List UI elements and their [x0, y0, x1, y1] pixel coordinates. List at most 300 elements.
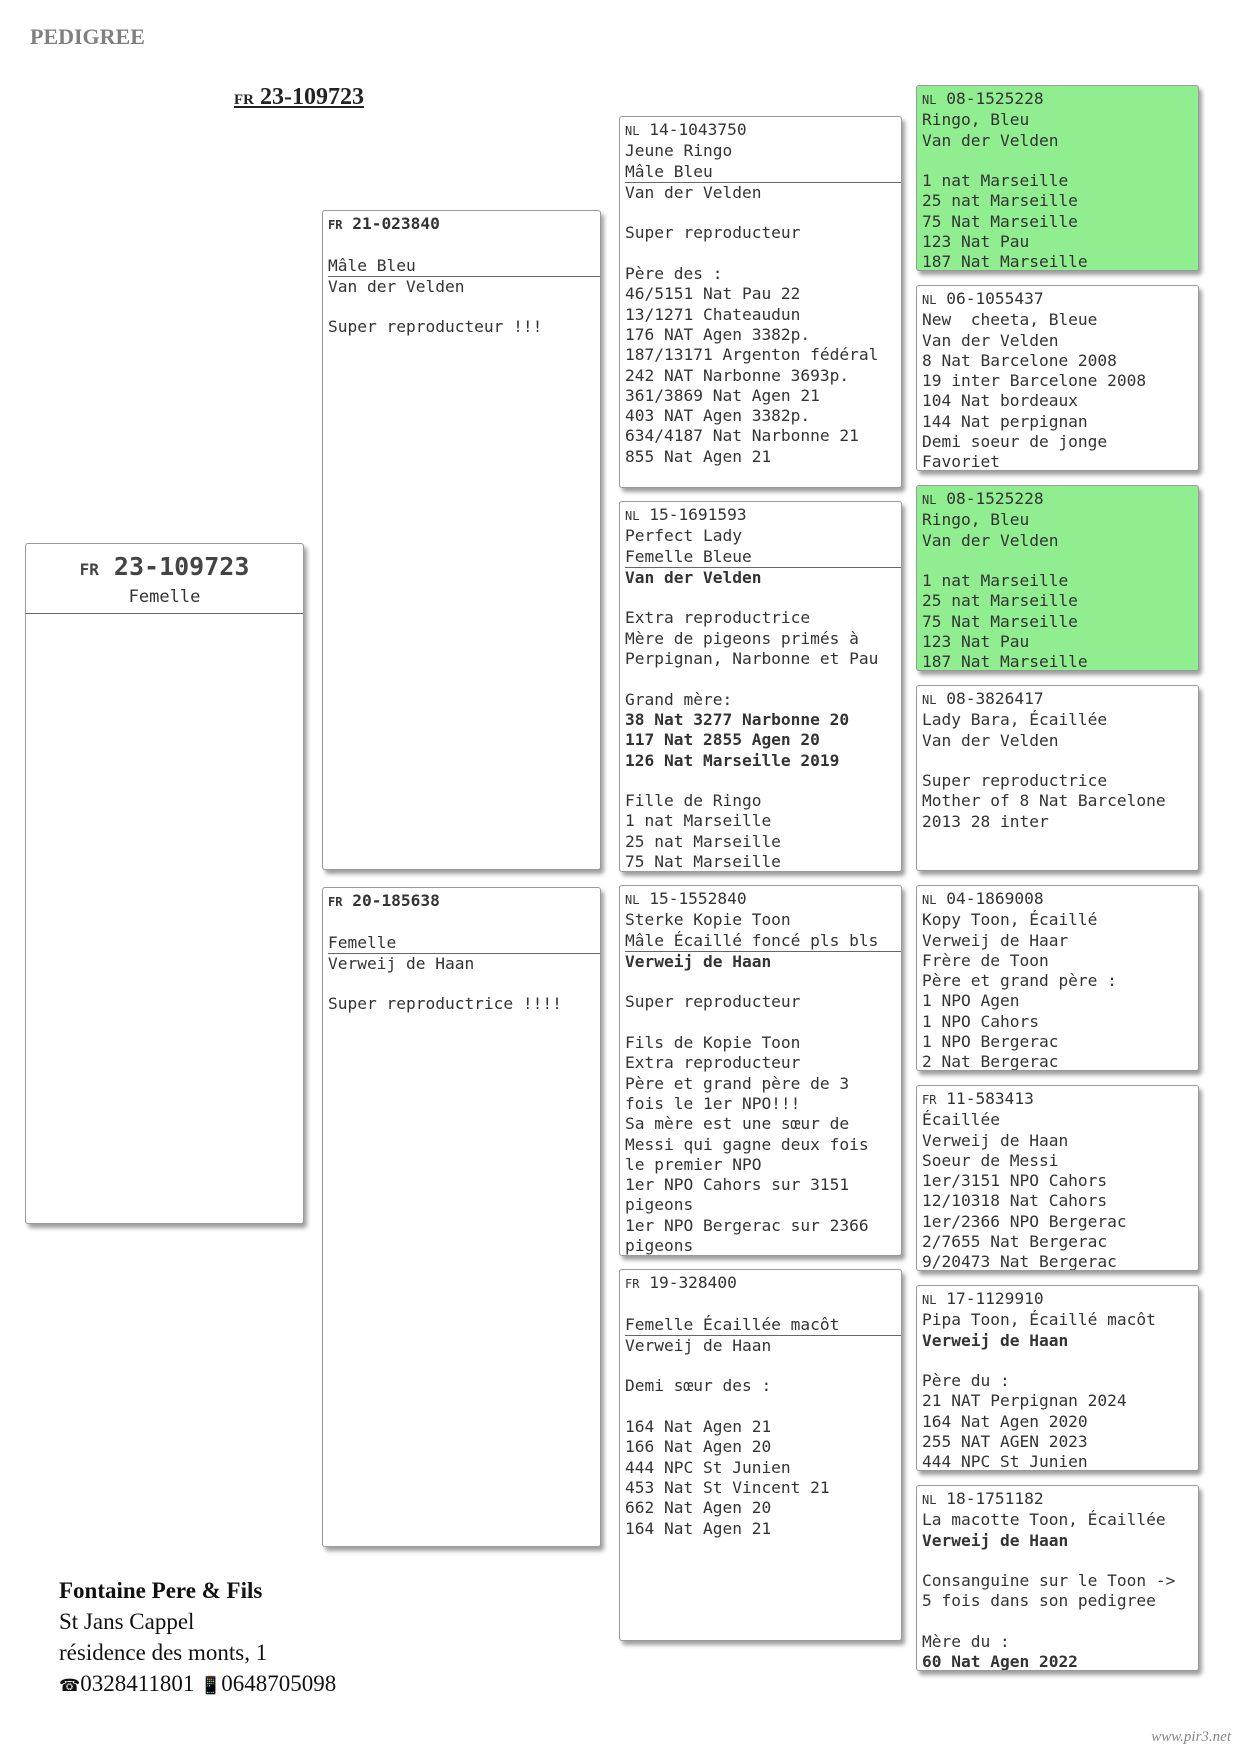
subject-sex: Femelle [26, 587, 303, 614]
line-text: 21-023840 [352, 214, 440, 233]
line-text: 1 nat Marseille [625, 811, 772, 831]
line-text: 38 Nat 3277 Narbonne 20 [625, 709, 850, 729]
line-text: Super reproductrice !!!! [328, 994, 562, 1014]
ring-country-code: FR [922, 1093, 937, 1107]
pedigree-line [922, 1591, 1193, 1611]
ring-country-code: NL [625, 893, 640, 907]
line-text: fois le 1er NPO!!! [625, 1093, 801, 1113]
pedigree-line [328, 277, 595, 297]
line-text: 634/4187 Nat Narbonne 21 [625, 426, 859, 446]
line-text: Demi sœur des : [625, 1376, 772, 1396]
pedigree-line [922, 910, 1193, 930]
great-grandparent-card-8 [916, 1485, 1199, 1671]
line-text: Fils de Kopie Toon [625, 1033, 801, 1053]
owner-block [59, 1575, 336, 1701]
pedigree-line [922, 591, 1193, 611]
paternal-grandfather-card [619, 116, 902, 488]
subject-ring-number: 23-109723 [113, 552, 250, 581]
line-text: 06-1055437 [946, 289, 1044, 308]
line-text: 176 NAT Agen 3382p. [625, 324, 811, 344]
line-text: 187 Nat Marseille [922, 252, 1088, 271]
line-text: 1 NPO Cahors [922, 1011, 1039, 1031]
pedigree-line [625, 608, 896, 628]
pedigree-line [625, 1417, 896, 1437]
ring-line [922, 89, 1193, 110]
line-text: Super reproductrice [922, 771, 1108, 791]
page-title: PEDIGREE [30, 24, 145, 49]
ring-line [328, 891, 595, 912]
ring-line [922, 489, 1193, 510]
pedigree-line [625, 1376, 896, 1396]
pedigree-line [922, 371, 1193, 391]
pedigree-line [922, 1571, 1193, 1591]
line-text: 75 Nat Marseille [625, 852, 781, 872]
line-text: 08-1525228 [946, 89, 1044, 108]
pedigree-line [328, 317, 595, 337]
pedigree-line [922, 771, 1193, 791]
pedigree-line [922, 412, 1193, 432]
line-text: 2 Nat Bergerac [922, 1052, 1059, 1071]
great-grandparent-card-4 [916, 685, 1199, 871]
pedigree-line [922, 971, 1193, 991]
father-card [322, 210, 601, 870]
pedigree-line [625, 366, 896, 386]
line-text: 08-3826417 [946, 689, 1044, 708]
pedigree-line [922, 110, 1193, 130]
pedigree-line [922, 331, 1193, 351]
great-grandparent-card-3 [916, 485, 1199, 671]
pedigree-line [625, 791, 896, 811]
line-text: Van der Velden [922, 130, 1059, 150]
line-text: 855 Nat Agen 21 [625, 446, 772, 466]
pedigree-line [625, 771, 896, 791]
pedigree-line [922, 1032, 1193, 1052]
line-text: Écaillée [922, 1110, 1000, 1130]
pedigree-line [922, 191, 1193, 211]
line-text: Verweij de Haan [625, 951, 772, 971]
pedigree-line [625, 690, 896, 710]
line-text: 187/13171 Argenton fédéral [625, 345, 879, 365]
line-text: Verweij de Haan [922, 1130, 1069, 1150]
pedigree-line [625, 1315, 901, 1336]
line-text: 242 NAT Narbonne 3693p. [625, 365, 850, 385]
line-text: Verweij de Haar [922, 930, 1069, 950]
great-grandparent-card-6 [916, 1085, 1199, 1271]
pedigree-line [922, 652, 1193, 671]
pedigree-line [625, 1114, 896, 1134]
line-text: pigeons [625, 1236, 694, 1256]
ring-country-code: NL [922, 493, 937, 507]
ring-line [328, 214, 595, 235]
pedigree-line [625, 710, 896, 730]
line-text: 164 Nat Agen 21 [625, 1518, 772, 1538]
line-text: 75 Nat Marseille [922, 611, 1078, 631]
line-text: 255 NAT AGEN 2023 [922, 1432, 1088, 1452]
pedigree-line [625, 972, 896, 992]
ring-line [922, 1489, 1193, 1510]
line-text: 1 NPO Bergerac [922, 1032, 1059, 1052]
pedigree-line [922, 252, 1193, 271]
line-text: 126 Nat Marseille 2019 [625, 750, 840, 770]
line-text: Fille de Ringo [625, 791, 762, 811]
line-text: Favoriet [922, 452, 1000, 471]
line-text: Super reproducteur [625, 223, 801, 243]
pedigree-line [922, 531, 1193, 551]
pedigree-line [625, 649, 896, 669]
line-text: Soeur de Messi [922, 1150, 1059, 1170]
line-text: 15-1691593 [649, 505, 747, 524]
line-text: Super reproducteur [625, 992, 801, 1012]
line-text: 19 inter Barcelone 2008 [922, 371, 1147, 391]
pedigree-line [625, 526, 896, 546]
pedigree-line [625, 629, 896, 649]
line-text: 123 Nat Pau [922, 232, 1030, 252]
line-text: 1er/2366 NPO Bergerac [922, 1211, 1127, 1231]
subject-pigeon-card [25, 543, 304, 1224]
pedigree-line [922, 551, 1193, 571]
line-text: 5 fois dans son pedigree [922, 1591, 1156, 1611]
pedigree-line [625, 1356, 896, 1376]
pedigree-line [922, 171, 1193, 191]
ring-line [922, 289, 1193, 310]
pedigree-line [922, 510, 1193, 530]
line-text: Lady Bara, Écaillée [922, 710, 1108, 730]
line-text: 19-328400 [649, 1273, 737, 1292]
line-text: Verweij de Haan [922, 1330, 1069, 1350]
ring-line [625, 120, 896, 141]
pedigree-line [922, 1391, 1193, 1411]
line-text: 662 Nat Agen 20 [625, 1498, 772, 1518]
pedigree-line [922, 1632, 1193, 1652]
line-text: Mère du : [922, 1632, 1010, 1652]
pedigree-line [922, 1212, 1193, 1232]
pedigree-line [922, 1012, 1193, 1032]
pedigree-line [625, 1074, 896, 1094]
pedigree-line [625, 568, 896, 588]
line-text: 75 Nat Marseille [922, 211, 1078, 231]
line-text: 08-1525228 [946, 489, 1044, 508]
pedigree-line [922, 791, 1193, 811]
owner-mobile: 0648705098 [221, 1671, 337, 1696]
line-text: 1er NPO Bergerac sur 2366 [625, 1215, 869, 1235]
pedigree-line [625, 183, 896, 203]
line-text: 1 nat Marseille [922, 171, 1069, 191]
pedigree-line [922, 991, 1193, 1011]
line-text: Consanguine sur le Toon -> [922, 1571, 1176, 1591]
pedigree-line [625, 832, 896, 852]
line-text: 1er/3151 NPO Cahors [922, 1171, 1108, 1191]
line-text: 144 Nat perpignan [922, 411, 1088, 431]
line-text: Extra reproducteur [625, 1053, 801, 1073]
line-text: Messi qui gagne deux fois [625, 1134, 869, 1154]
pedigree-line [625, 345, 896, 365]
ring-country-code: NL [922, 693, 937, 707]
pedigree-line [922, 1171, 1193, 1191]
pedigree-line [328, 235, 595, 255]
line-text: Mâle Écaillé foncé pls bls [625, 930, 879, 950]
pedigree-line [922, 951, 1193, 971]
pedigree-line [625, 547, 901, 568]
pedigree-line [625, 284, 896, 304]
line-text: 164 Nat Agen 21 [625, 1417, 772, 1437]
pedigree-line [922, 751, 1193, 771]
pedigree-line [625, 426, 896, 446]
line-text: Femelle Bleue [625, 546, 752, 566]
line-text: 46/5151 Nat Pau 22 [625, 284, 801, 304]
pedigree-line [922, 391, 1193, 411]
pedigree-line [922, 1351, 1193, 1371]
line-text: Père et grand père : [922, 971, 1117, 991]
line-text: Van der Velden [625, 567, 762, 587]
line-text: New cheeta, Bleue [922, 310, 1098, 330]
ring-line [922, 689, 1193, 710]
line-text: 1 NPO Agen [922, 991, 1020, 1011]
pedigree-line [625, 730, 896, 750]
line-text: Femelle [328, 932, 397, 952]
pedigree-line [922, 310, 1193, 330]
ring-country-code: NL [625, 509, 640, 523]
pedigree-line [625, 952, 896, 972]
line-text: Verweij de Haan [328, 953, 475, 973]
ring-country-prefix: FR [234, 92, 254, 108]
line-text: 444 NPC St Junien [625, 1457, 791, 1477]
line-text: 361/3869 Nat Agen 21 [625, 385, 820, 405]
pedigree-line [922, 1310, 1193, 1330]
pedigree-line [625, 751, 896, 771]
line-text: 9/20473 Nat Bergerac [922, 1252, 1117, 1271]
line-text: le premier NPO [625, 1154, 762, 1174]
ring-country-code: NL [922, 93, 937, 107]
line-text: 117 Nat 2855 Agen 20 [625, 730, 820, 750]
line-text: 187 Nat Marseille [922, 652, 1088, 671]
pedigree-line [625, 1013, 896, 1033]
great-grandparent-card-7 [916, 1285, 1199, 1471]
ring-country-code: NL [922, 293, 937, 307]
pedigree-line [922, 632, 1193, 652]
pedigree-line [625, 386, 896, 406]
line-text: Ringo, Bleu [922, 110, 1030, 130]
pedigree-line [625, 1195, 896, 1215]
line-text: Verweij de Haan [625, 1335, 772, 1355]
line-text: Perfect Lady [625, 526, 742, 546]
line-text: Verweij de Haan [922, 1530, 1069, 1550]
pedigree-line [625, 669, 896, 689]
pedigree-line [922, 612, 1193, 632]
pedigree-line [625, 1336, 896, 1356]
pedigree-line [625, 264, 896, 284]
line-text: Van der Velden [922, 730, 1059, 750]
line-text: Frère de Toon [922, 950, 1049, 970]
line-text: 2/7655 Nat Bergerac [922, 1232, 1108, 1252]
ring-country-code: NL [922, 1293, 937, 1307]
pedigree-line [922, 1652, 1193, 1671]
pedigree-line [625, 1519, 896, 1539]
pedigree-line [625, 141, 896, 161]
ring-line [625, 1273, 896, 1294]
owner-phones [59, 1668, 336, 1701]
line-text: Mother of 8 Nat Barcelone [922, 791, 1166, 811]
pedigree-line [625, 588, 896, 608]
great-grandparent-card-5 [916, 885, 1199, 1071]
pedigree-line [625, 931, 901, 952]
pedigree-line [922, 710, 1193, 730]
line-text: 25 nat Marseille [922, 591, 1078, 611]
pedigree-line [922, 1412, 1193, 1432]
watermark: www.pir3.net [1151, 1729, 1231, 1745]
pedigree-line [922, 1371, 1193, 1391]
pedigree-line [625, 910, 896, 930]
pedigree-line [922, 931, 1193, 951]
ring-country-code: NL [625, 124, 640, 138]
line-text: 25 nat Marseille [625, 831, 781, 851]
ring-line [922, 1289, 1193, 1310]
pedigree-line [625, 162, 901, 183]
pedigree-line [625, 1094, 896, 1114]
line-text: 403 NAT Agen 3382p. [625, 406, 811, 426]
line-text: 104 Nat bordeaux [922, 391, 1078, 411]
pedigree-line [922, 232, 1193, 252]
ring-country-code: FR [328, 218, 343, 232]
pedigree-line [922, 1232, 1193, 1252]
ring-line [922, 889, 1193, 910]
pedigree-line [922, 812, 1193, 832]
line-text: Perpignan, Narbonne et Pau [625, 649, 879, 669]
line-text: 17-1129910 [946, 1289, 1044, 1308]
great-grandparent-card-1 [916, 85, 1199, 271]
mobile-phone-icon: 📱 [200, 1676, 222, 1695]
line-text: Grand mère: [625, 689, 733, 709]
mother-card [322, 887, 601, 1547]
ring-line [625, 889, 896, 910]
pedigree-line [328, 974, 595, 994]
pedigree-line [625, 244, 896, 264]
maternal-grandfather-card [619, 885, 902, 1256]
maternal-grandmother-card [619, 1269, 902, 1641]
line-text: 164 Nat Agen 2020 [922, 1411, 1088, 1431]
pedigree-line [922, 1510, 1193, 1530]
pedigree-line [625, 1498, 896, 1518]
pedigree-line [328, 994, 595, 1014]
pedigree-line [625, 406, 896, 426]
pedigree-line [922, 1191, 1193, 1211]
line-text: Jeune Ringo [625, 141, 733, 161]
pedigree-line [328, 297, 595, 317]
ring-line [625, 505, 896, 526]
line-text: 18-1751182 [946, 1489, 1044, 1508]
line-text: Demi soeur de jonge [922, 432, 1108, 452]
line-text: Femelle Écaillée macôt [625, 1314, 840, 1334]
line-text: La macotte Toon, Écaillée [922, 1510, 1166, 1530]
line-text: Mère de pigeons primés à [625, 628, 859, 648]
ring-country-code: FR [328, 895, 343, 909]
pedigree-line [922, 1151, 1193, 1171]
pedigree-line [922, 1131, 1193, 1151]
line-text: 25 nat Marseille [922, 191, 1078, 211]
pedigree-line [625, 1458, 896, 1478]
line-text: 1er NPO Cahors sur 3151 [625, 1175, 850, 1195]
subject-country: FR [79, 560, 99, 579]
pedigree-line [625, 1216, 896, 1236]
ring-country-code: NL [922, 1493, 937, 1507]
line-text: Extra reproductrice [625, 608, 811, 628]
owner-address: résidence des monts, 1 [59, 1640, 268, 1665]
line-text: Van der Velden [922, 530, 1059, 550]
pedigree-line [922, 1331, 1193, 1351]
pedigree-line [625, 1397, 896, 1417]
pedigree-ring-title [234, 84, 364, 111]
line-text: Van der Velden [625, 182, 762, 202]
pedigree-line [328, 933, 600, 954]
paternal-grandmother-card [619, 501, 902, 872]
pedigree-line [922, 731, 1193, 751]
subject-ring [26, 552, 303, 581]
pedigree-line [922, 1452, 1193, 1471]
pedigree-line [922, 151, 1193, 171]
line-text: Mâle Bleu [625, 161, 713, 181]
pedigree-line [922, 1531, 1193, 1551]
ring-country-code: FR [625, 1277, 640, 1291]
line-text: 15-1552840 [649, 889, 747, 908]
pedigree-line [625, 1478, 896, 1498]
line-text: 1 nat Marseille [922, 571, 1069, 591]
pedigree-line [625, 1236, 896, 1256]
line-text: 60 Nat Agen 2022 [922, 1652, 1078, 1671]
line-text: 166 Nat Agen 20 [625, 1437, 772, 1457]
line-text: Kopy Toon, Écaillé [922, 910, 1098, 930]
pedigree-line [625, 325, 896, 345]
pedigree-line [625, 447, 896, 467]
line-text: 13/1271 Chateaudun [625, 304, 801, 324]
line-text: Père du : [922, 1371, 1010, 1391]
pedigree-line [625, 203, 896, 223]
pedigree-line [922, 1612, 1193, 1632]
pedigree-line [625, 305, 896, 325]
pedigree-line [922, 432, 1193, 452]
pedigree-line [922, 351, 1193, 371]
pedigree-line [922, 131, 1193, 151]
pedigree-line [625, 1175, 896, 1195]
pedigree-line [328, 256, 600, 277]
pedigree-line [922, 1110, 1193, 1130]
line-text: 20-185638 [352, 891, 440, 910]
line-text: Sa mère est une sœur de [625, 1114, 850, 1134]
line-text: 14-1043750 [649, 120, 747, 139]
line-text: Van der Velden [922, 330, 1059, 350]
pedigree-line [922, 452, 1193, 471]
great-grandparent-card-2 [916, 285, 1199, 471]
line-text: Père des : [625, 264, 723, 284]
ring-number: 23-109723 [260, 84, 364, 110]
line-text: pigeons [625, 1195, 694, 1215]
ring-country-code: NL [922, 893, 937, 907]
pedigree-line [922, 1052, 1193, 1071]
line-text: 12/10318 Nat Cahors [922, 1191, 1108, 1211]
pedigree-line [328, 912, 595, 932]
pedigree-line [922, 1432, 1193, 1452]
line-text: 123 Nat Pau [922, 632, 1030, 652]
pedigree-line [625, 992, 896, 1012]
pedigree-line [625, 1437, 896, 1457]
pedigree-line [625, 852, 896, 872]
pedigree-line [922, 1551, 1193, 1571]
line-text: 04-1869008 [946, 889, 1044, 908]
pedigree-line [625, 1294, 896, 1314]
pedigree-line [625, 1155, 896, 1175]
line-text: 8 Nat Barcelone 2008 [922, 350, 1117, 370]
line-text: 2013 28 inter [922, 811, 1049, 831]
telephone-icon: ☎ [59, 1676, 81, 1695]
line-text: 21 NAT Perpignan 2024 [922, 1391, 1127, 1411]
